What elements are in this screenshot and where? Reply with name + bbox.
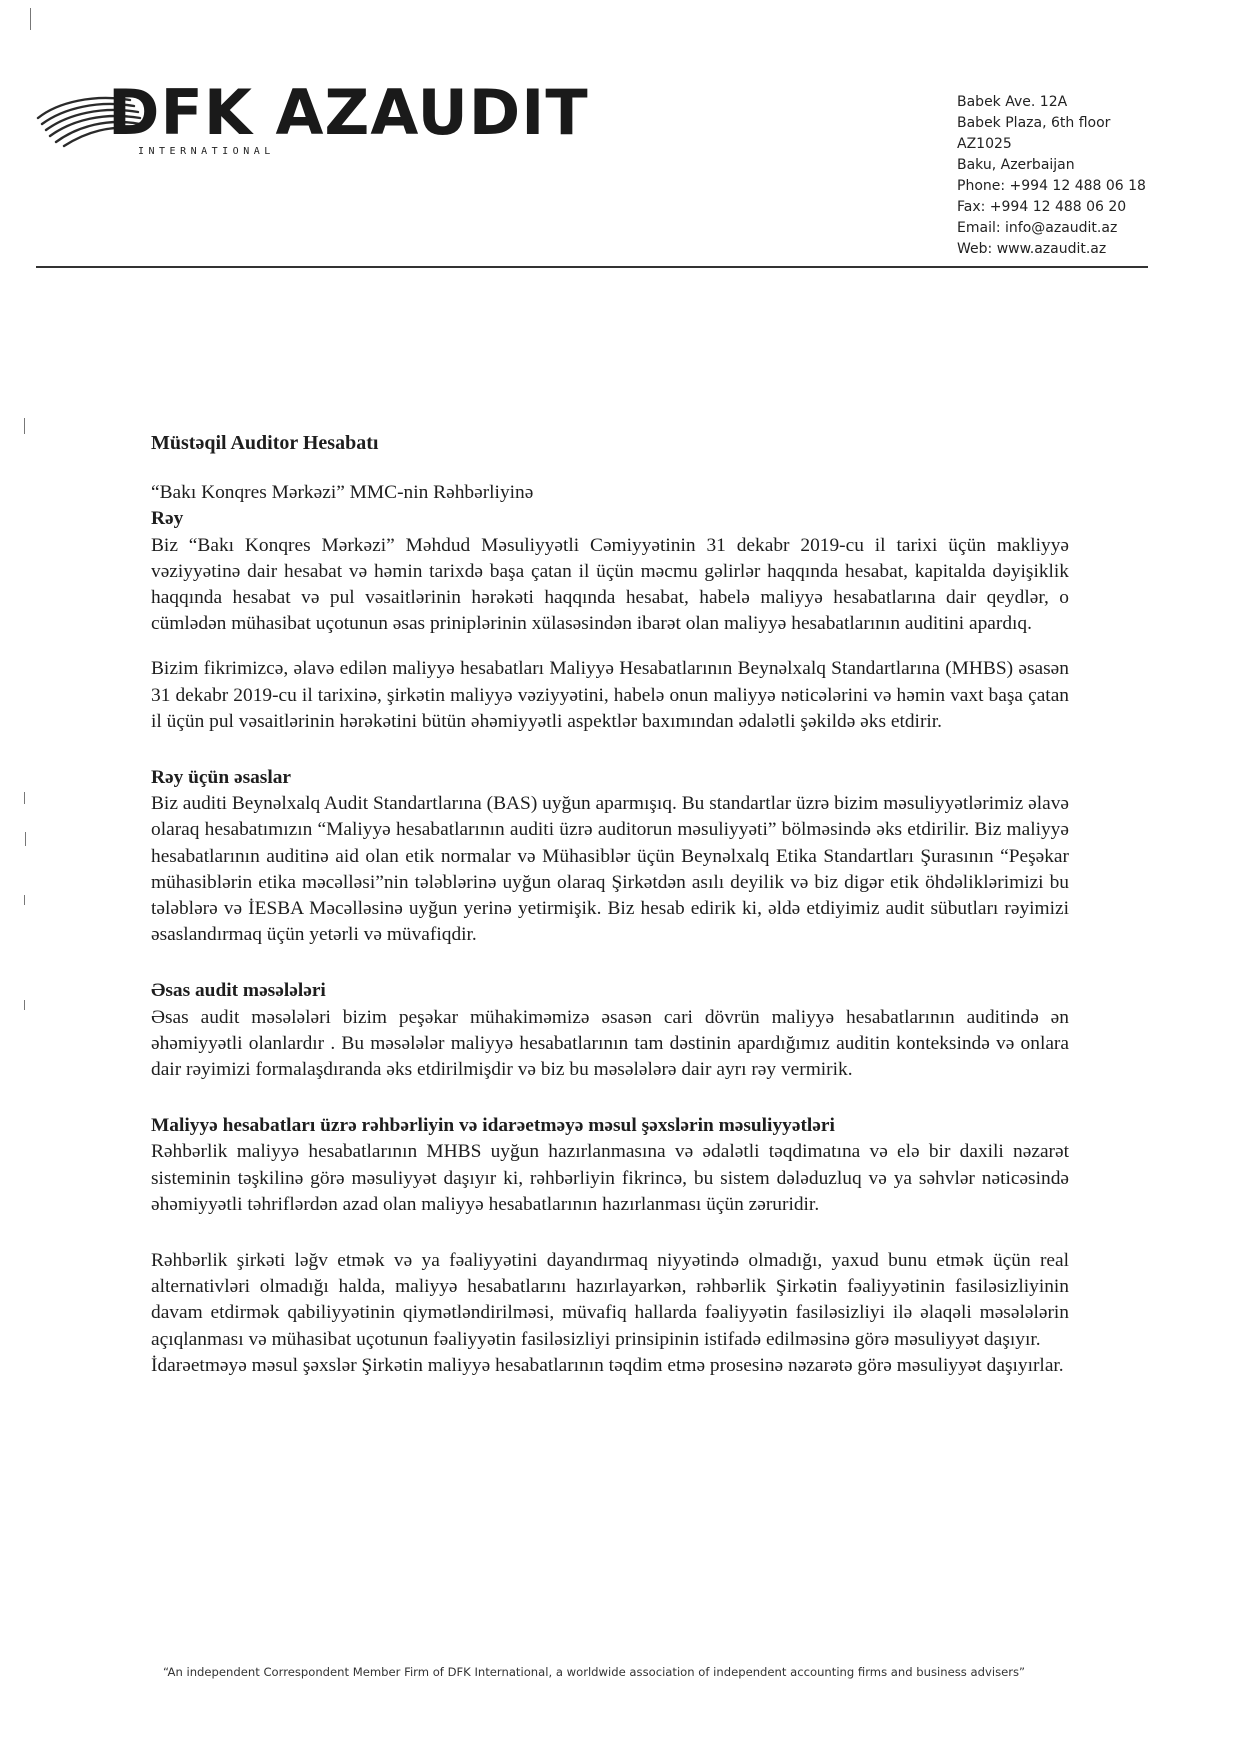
opinion-paragraph: Biz “Bakı Konqres Mərkəzi” Məhdud Məsuliyyətli Cəmiyyətinin 31 dekabr 2019-cu il tarixi üçün makliyyə vəziyyətinə dair hesabat və həmin tarixdə başa çatan il üçün məcmu gəlirlər haqqında hesabat, kapitalda dəyişiklik haqqında hesabat və pul vəsaitlərinin hərəkəti haqqında hesabat, habelə maliyyə hesabatlarına dair qeydlər, o cümlədən mühasibat uçotunun əsas priniplərinin xülasəsindən ibarət olan maliyyə hesabatlarının auditini apardıq.: [151, 534, 1069, 635]
scan-mark: [24, 895, 25, 905]
section-heading-basis: Rəy üçün əsaslar: [151, 767, 292, 789]
email-line: Email: info@azaudit.az: [957, 220, 1118, 236]
key-matters-paragraph: Əsas audit məsələləri bizim peşəkar mühakiməmizə əsasən cari dövrün maliyyə hesabatlarının auditində ən əhəmiyyətli olanlardır . Bu məsələlər maliyyə hesabatlarının tam dəstinin apardığımız auditin konteksində və onlara dair rəyimizi formalaşdıranda əks etdirilmişdir və biz bu məsələlərə dair ayrı rəy vermirik.: [151, 1006, 1069, 1081]
scan-mark: [24, 1000, 25, 1010]
fax-line: Fax: +994 12 488 06 20: [957, 199, 1127, 215]
basis-paragraph: Biz auditi Beynəlxalq Audit Standartlarına (BAS) uyğun aparmışıq. Bu standartlar üzrə bizim məsuliyyətlərimiz əlavə olaraq hesabatımızın “Maliyyə hesabatlarının auditi üzrə auditorun məsuliyyəti” bölməsində əks etdirilir. Biz maliyyə hesabatlarının auditinə aid olan etik normalar və Mühasiblər üçün Beynəlxalq Etika Standartları Şurasının “Peşəkar mühasiblərin etika məcəlləsi”nin tələblərinə uyğun olaraq Şirkətdən asılı deyilik və biz digər etik öhdəliklərimizi bu tələblərə və İESBA Məcəlləsinə uyğun yerinə yetirmişik. Biz hesab edirik ki, əldə etdiyimiz audit sübutları rəyimizi əsaslandırmaq üçün yetərli və müvafiqdir.: [151, 793, 1069, 946]
report-addressee: “Bakı Konqres Mərkəzi” MMC-nin Rəhbərliyinə: [151, 482, 534, 504]
address-line: AZ1025: [957, 136, 1012, 152]
phone-line: Phone: +994 12 488 06 18: [957, 178, 1146, 194]
section-heading-responsibilities: Maliyyə hesabatları üzrə rəhbərliyin və idarəetməyə məsul şəxslərin məsuliyyətləri: [151, 1115, 835, 1137]
responsibilities-paragraph: Rəhbərlik maliyyə hesabatlarının MHBS uyğun hazırlanmasına və ədalətli təqdimatına və elə bir daxili nəzarət sisteminin təşkilinə görə məsuliyyət daşıyır ki, rəhbərliyin fikrincə, bu sistem dələduzluq və ya səhvlər nəticəsində əhəmiyyətli təhriflərdən azad olan maliyyə hesabatlarının hazırlanması üçün zəruridir.: [151, 1141, 1069, 1215]
scan-mark: [30, 8, 31, 30]
report-title: Müstəqil Auditor Hesabatı: [151, 432, 379, 454]
company-logo: [34, 76, 594, 164]
address-line: Babek Ave. 12A: [957, 94, 1068, 110]
responsibilities-paragraph: İdarəetməyə məsul şəxslər Şirkətin maliyyə hesabatlarının təqdim etmə prosesinə nəzarətə görə məsuliyyət daşıyırlar.: [151, 1354, 1064, 1376]
scan-mark: [24, 792, 25, 804]
address-line: Babek Plaza, 6th floor: [957, 115, 1111, 131]
address-line: Baku, Azerbaijan: [957, 157, 1075, 173]
logo-subtext: INTERNATIONAL: [138, 146, 275, 157]
logo-wordmark: DFK AZAUDIT: [108, 76, 589, 149]
footer-note: “An independent Correspondent Member Firm of DFK International, a worldwide association of independent accounting firms and business advisers”: [163, 1665, 1026, 1679]
header-divider: [36, 266, 1148, 268]
section-heading-opinion: Rəy: [151, 508, 184, 530]
scan-mark: [25, 832, 26, 846]
scan-mark: [24, 418, 25, 434]
responsibilities-paragraph: Rəhbərlik şirkəti ləğv etmək və ya fəaliyyətini dayandırmaq niyyətində olmadığı, yaxud bunu etmək üçün real alternativləri olmadığı halda, maliyyə hesabatlarını hazırlayarkən, rəhbərlik Şirkətin fəaliyyətinin fasiləsizliyinin davam etdirmək qabiliyyətinin qiymətləndirilməsi, müvafiq hallarda fəaliyyətin fasiləsizliyi ilə əlaqəli məsələlərin açıqlanması və mühasibat uçotunun fəaliyyətin fasiləsizliyi prinsipinin istifadə edilməsinə görə məsuliyyət daşıyır.: [151, 1250, 1069, 1350]
opinion-paragraph: Bizim fikrimizcə, əlavə edilən maliyyə hesabatları Maliyyə Hesabatlarının Beynəlxalq Standartlarına (MHBS) əsasən 31 dekabr 2019-cu il tarixinə, şirkətin maliyyə vəziyyətini, habelə onun maliyyə nəticələrini və həmin vaxt başa çatan il üçün pul vəsaitlərinin hərəkətini bütün əhəmiyyətli aspektlər baxımından ədalətli şəkildə əks etdirir.: [151, 658, 1069, 732]
company-address: [957, 92, 1146, 260]
section-heading-key-matters: Əsas audit məsələləri: [151, 980, 326, 1002]
report-body: [151, 430, 1069, 1379]
web-line: Web: www.azaudit.az: [957, 241, 1107, 257]
